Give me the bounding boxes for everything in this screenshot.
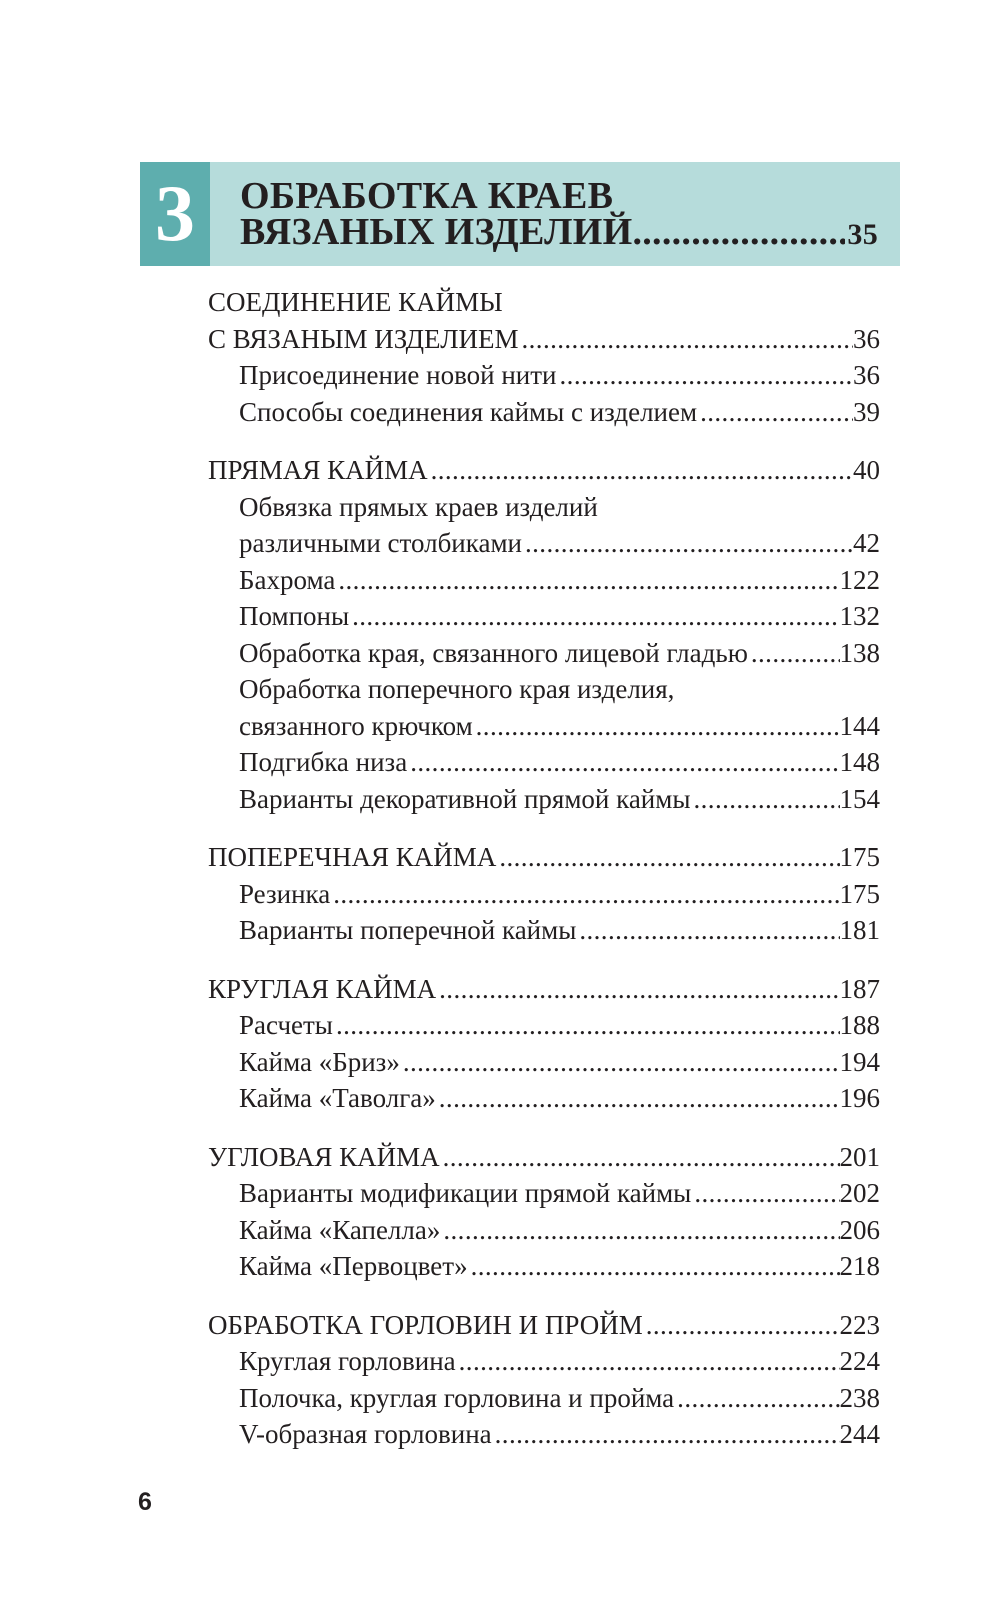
toc-entry-page: 244 <box>839 1419 880 1449</box>
chapter-title-line1: ОБРАБОТКА КРАЕВ <box>240 175 614 217</box>
toc-entry-title: Кайма «Таволга» <box>239 1083 436 1113</box>
dot-leader <box>468 1248 840 1285</box>
toc-entry-title: Кайма «Капелла» <box>239 1214 441 1245</box>
toc-entry-page: 187 <box>839 973 880 1004</box>
toc-entry-page: 194 <box>839 1046 880 1077</box>
toc-entry-page: 223 <box>839 1309 880 1340</box>
dot-leader <box>335 562 839 599</box>
toc-entry-title: Кайма «Первоцвет» <box>239 1251 468 1281</box>
toc-entry-title: Резинка <box>239 878 331 909</box>
toc-entry[interactable] <box>208 357 880 394</box>
toc-entry[interactable] <box>208 912 880 949</box>
chapter-page: 35 <box>847 218 878 251</box>
toc-entry-page: 122 <box>839 564 880 595</box>
toc-entry[interactable] <box>208 1212 880 1249</box>
toc-entry-title: Полочка, круглая горловина и пройма <box>239 1382 675 1413</box>
toc-entry-page: 202 <box>839 1178 880 1208</box>
dot-leader <box>473 708 840 745</box>
toc-entry-page: 154 <box>839 783 880 814</box>
toc-entry-page: 218 <box>839 1251 880 1281</box>
toc-entry-title: Расчеты <box>239 1010 333 1040</box>
dot-leader <box>333 1007 840 1044</box>
toc-section-heading[interactable] <box>208 971 880 1008</box>
toc-entry-title: Обработка поперечного края изделия, <box>239 674 675 704</box>
page-number: 6 <box>138 1488 152 1516</box>
toc-section-heading[interactable] <box>208 321 880 358</box>
toc-entry-page: 181 <box>839 915 880 945</box>
dot-leader <box>428 452 853 489</box>
toc-entry[interactable] <box>208 1175 880 1212</box>
toc-entry[interactable] <box>208 635 880 672</box>
dot-leader <box>576 912 839 949</box>
toc-entry-title: Подгибка низа <box>239 747 408 777</box>
toc-entry[interactable] <box>208 876 880 913</box>
toc-entry-page: 132 <box>839 601 880 631</box>
toc-entry <box>208 489 880 526</box>
dot-leader <box>674 1380 839 1417</box>
toc-entry-page: 40 <box>853 455 880 485</box>
toc-entry-page: 148 <box>839 747 880 777</box>
toc-entry-title: Присоединение новой нити <box>239 360 557 390</box>
toc-section <box>208 1307 880 1453</box>
chapter-number: 3 <box>140 162 210 266</box>
toc-entry[interactable] <box>208 598 880 635</box>
dot-leader <box>522 525 853 562</box>
toc-entry-title: ПРЯМАЯ КАЙМА <box>208 455 428 485</box>
toc-section <box>208 839 880 949</box>
toc-entry-title: СОЕДИНЕНИЕ КАЙМЫ <box>208 287 503 317</box>
toc-section <box>208 284 880 430</box>
toc-section <box>208 971 880 1117</box>
chapter-header <box>140 162 900 266</box>
toc-entry[interactable] <box>208 394 880 431</box>
toc-entry-title: Круглая горловина <box>239 1346 456 1376</box>
dot-leader <box>440 1139 840 1176</box>
toc-entry[interactable] <box>208 1416 880 1453</box>
dot-leader <box>632 214 845 250</box>
dot-leader <box>643 1307 840 1344</box>
toc-entry-page: 224 <box>839 1346 880 1376</box>
toc-entry-title: УГЛОВАЯ КАЙМА <box>208 1141 440 1172</box>
toc-section-heading[interactable] <box>208 1139 880 1176</box>
toc-entry[interactable] <box>208 1380 880 1417</box>
toc-entry-title: V-образная горловина <box>239 1419 492 1449</box>
toc-entry-page: 144 <box>839 710 880 741</box>
toc-entry-title: Варианты модификации прямой каймы <box>239 1178 692 1208</box>
toc-section <box>208 1139 880 1285</box>
toc-entry-page: 42 <box>853 528 880 558</box>
toc-entry[interactable] <box>208 744 880 781</box>
toc-entry-page: 36 <box>853 323 880 354</box>
toc-section-heading[interactable] <box>208 839 880 876</box>
dot-leader <box>440 1212 839 1249</box>
dot-leader <box>492 1416 840 1453</box>
toc-entry[interactable] <box>208 1044 880 1081</box>
toc-entry-title: Бахрома <box>239 564 336 595</box>
toc-entry-title: связанного крючком <box>239 710 473 741</box>
toc-entry-title: С ВЯЗАНЫМ ИЗДЕЛИЕМ <box>208 323 519 354</box>
chapter-title-line2: ВЯЗАНЫХ ИЗДЕЛИЙ <box>240 211 633 253</box>
dot-leader <box>691 781 840 818</box>
toc-entry-title: ПОПЕРЕЧНАЯ КАЙМА <box>208 842 497 872</box>
toc-entry-page: 201 <box>839 1141 880 1172</box>
toc-entry[interactable] <box>208 1007 880 1044</box>
dot-leader <box>519 321 854 358</box>
chapter-title[interactable] <box>240 175 878 253</box>
dot-leader <box>330 876 839 913</box>
dot-leader <box>436 1080 840 1117</box>
toc-section-heading[interactable] <box>208 1307 880 1344</box>
toc-entry-page: 36 <box>853 360 880 390</box>
toc-entry-title: ОБРАБОТКА ГОРЛОВИН И ПРОЙМ <box>208 1309 643 1340</box>
dot-leader <box>557 357 853 394</box>
toc-section-heading <box>208 284 880 321</box>
toc-entry-title: Обвязка прямых краев изделий <box>239 491 598 522</box>
toc-entry-title: КРУГЛАЯ КАЙМА <box>208 973 437 1004</box>
toc-entry-page: 175 <box>839 842 880 872</box>
toc-entry-page: 39 <box>853 396 880 427</box>
toc-entry-page: 196 <box>839 1083 880 1113</box>
table-of-contents <box>208 284 880 1475</box>
dot-leader <box>496 839 839 876</box>
toc-entry-page: 138 <box>839 637 880 668</box>
toc-entry-page: 175 <box>839 878 880 909</box>
toc-entry[interactable] <box>208 708 880 745</box>
toc-entry[interactable] <box>208 525 880 562</box>
toc-entry <box>208 671 880 708</box>
toc-entry[interactable] <box>208 1343 880 1380</box>
toc-entry-page: 206 <box>839 1214 880 1245</box>
dot-leader <box>349 598 839 635</box>
toc-entry-title: различными столбиками <box>239 528 522 558</box>
toc-entry-title: Способы соединения каймы с изделием <box>239 396 698 427</box>
toc-entry-page: 238 <box>839 1382 880 1413</box>
dot-leader <box>456 1343 840 1380</box>
dot-leader <box>748 635 840 672</box>
dot-leader <box>407 744 839 781</box>
toc-entry-page: 188 <box>839 1010 880 1040</box>
toc-section <box>208 452 880 817</box>
toc-entry-title: Кайма «Бриз» <box>239 1046 400 1077</box>
toc-entry[interactable] <box>208 1248 880 1285</box>
toc-entry-title: Обработка края, связанного лицевой гладью <box>239 637 748 668</box>
toc-entry[interactable] <box>208 562 880 599</box>
dot-leader <box>436 971 839 1008</box>
dot-leader <box>400 1044 840 1081</box>
dot-leader <box>691 1175 839 1212</box>
dot-leader <box>697 394 853 431</box>
toc-entry-title: Варианты поперечной каймы <box>239 915 577 945</box>
toc-section-heading[interactable] <box>208 452 880 489</box>
toc-entry-title: Варианты декоративной прямой каймы <box>239 783 691 814</box>
toc-entry[interactable] <box>208 781 880 818</box>
toc-entry-title: Помпоны <box>239 601 350 631</box>
toc-entry[interactable] <box>208 1080 880 1117</box>
